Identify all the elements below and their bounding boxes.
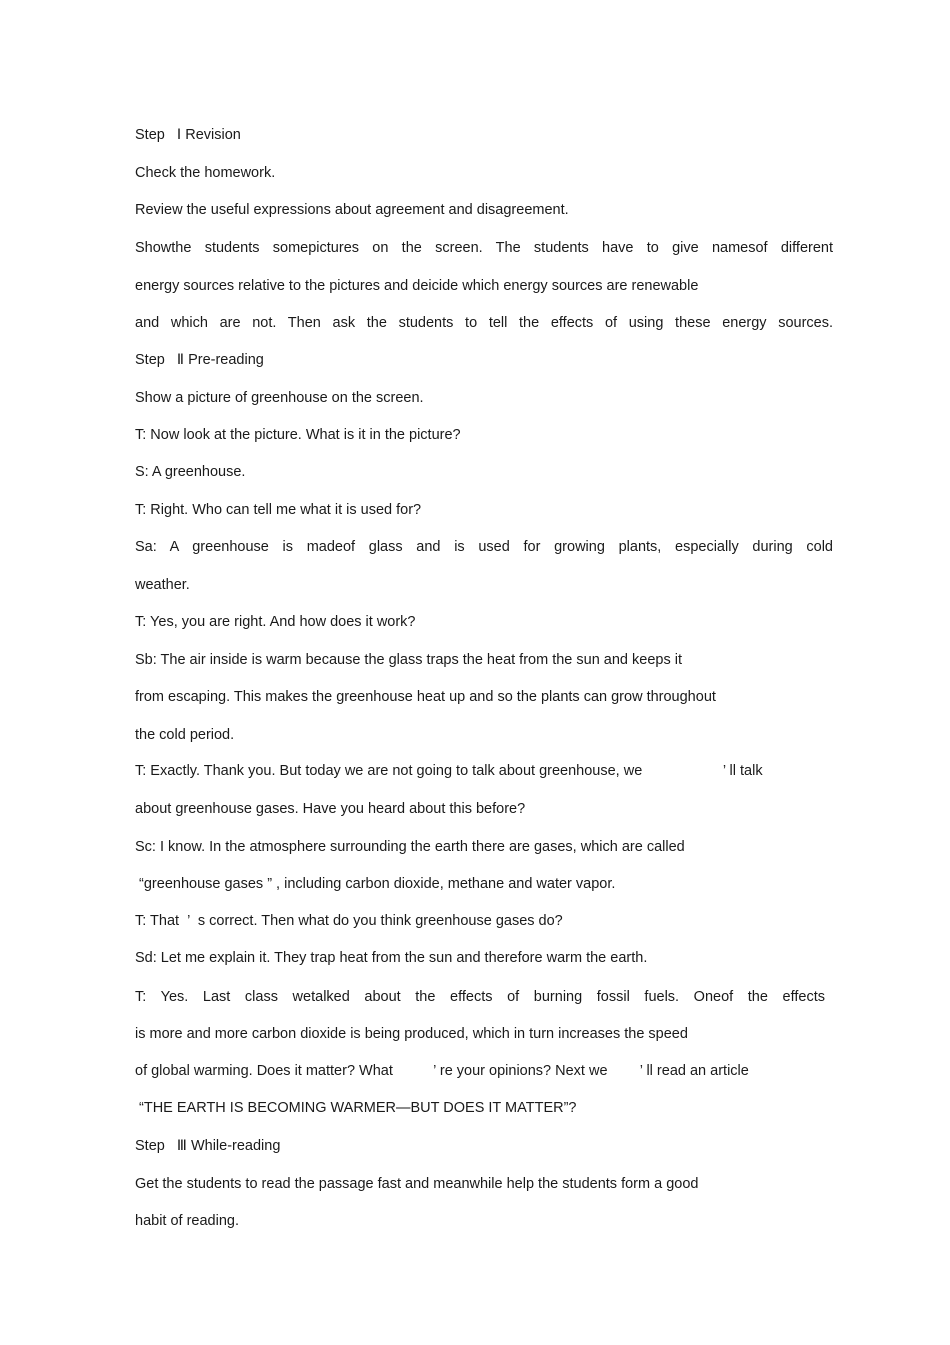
text-line: Review the useful expressions about agreement and disagreement. xyxy=(135,202,569,218)
step-1-heading: Step Ⅰ Revision xyxy=(135,127,241,143)
text-line: habit of reading. xyxy=(135,1213,239,1229)
text-line: T: Now look at the picture. What is it in the picture? xyxy=(135,427,461,443)
text-line: T: Exactly. Thank you. But today we are not going to talk about greenhouse, we ’ ll talk xyxy=(135,763,763,779)
text-line: T: Yes. Last class wetalked about the effects of burning fossil fuels. Oneof the effects xyxy=(135,989,825,1005)
text-line: of global warming. Does it matter? What ’ re your opinions? Next we ’ ll read an article xyxy=(135,1063,749,1079)
text-line: Sc: I know. In the atmosphere surrounding the earth there are gases, which are called xyxy=(135,839,685,855)
text-line: energy sources relative to the pictures and deicide which energy sources are renewable xyxy=(135,278,699,294)
text-line: from escaping. This makes the greenhouse heat up and so the plants can grow throughout xyxy=(135,689,716,705)
text-line: Showthe students somepictures on the screen. The students have to give namesof different xyxy=(135,240,833,256)
text-line: T: That ’ s correct. Then what do you think greenhouse gases do? xyxy=(135,913,563,929)
text-line: Get the students to read the passage fast and meanwhile help the students form a good xyxy=(135,1176,699,1192)
text-line: Check the homework. xyxy=(135,165,276,181)
text-line: weather. xyxy=(135,577,190,593)
text-line: and which are not. Then ask the students to tell the effects of using these energy sources. xyxy=(135,315,833,331)
text-line: is more and more carbon dioxide is being produced, which in turn increases the speed xyxy=(135,1026,688,1042)
text-line: S: A greenhouse. xyxy=(135,464,246,480)
text-line: the cold period. xyxy=(135,727,235,743)
text-line: about greenhouse gases. Have you heard about this before? xyxy=(135,801,526,817)
step-3-heading: Step Ⅲ While-reading xyxy=(135,1138,281,1154)
text-line: T: Right. Who can tell me what it is used for? xyxy=(135,502,422,518)
article-title: “THE EARTH IS BECOMING WARMER—BUT DOES IT MATTER”? xyxy=(135,1100,577,1116)
text-line: Show a picture of greenhouse on the screen. xyxy=(135,390,424,406)
text-line: Sa: A greenhouse is madeof glass and is used for growing plants, especially during cold xyxy=(135,539,833,555)
text-line: T: Yes, you are right. And how does it work? xyxy=(135,614,416,630)
step-2-heading: Step Ⅱ Pre-reading xyxy=(135,352,264,368)
text-line: “greenhouse gases ” , including carbon dioxide, methane and water vapor. xyxy=(135,876,616,892)
text-line: Sb: The air inside is warm because the glass traps the heat from the sun and keeps it xyxy=(135,652,682,668)
text-line: Sd: Let me explain it. They trap heat from the sun and therefore warm the earth. xyxy=(135,950,648,966)
